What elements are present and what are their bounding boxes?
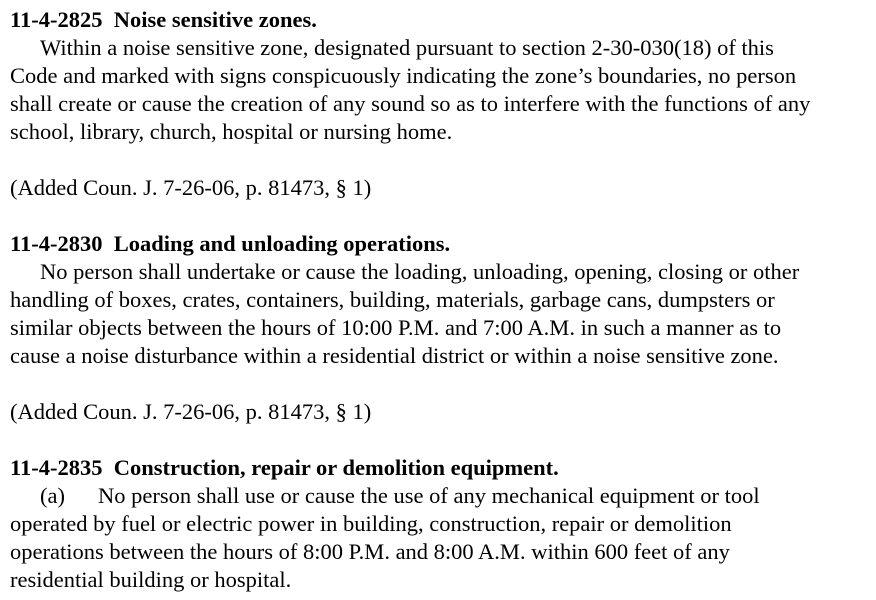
body-line: Code and marked with signs conspicuously indicating the zone’s boundaries, no person — [10, 63, 797, 88]
body-line: shall create or cause the creation of any sound so as to interfere with the functions of any — [10, 91, 811, 116]
body-line: operations between the hours of 8:00 P.M. and 8:00 A.M. within 600 feet of any — [10, 539, 730, 564]
subsection-label: (a) — [40, 483, 65, 508]
section-11-4-2825 — [10, 6, 876, 230]
spacer — [10, 202, 876, 230]
body-line: school, library, church, hospital or nursing home. — [10, 119, 453, 144]
body-line: handling of boxes, crates, containers, building, materials, garbage cans, dumpsters or — [10, 287, 775, 312]
subsection-line — [10, 482, 876, 510]
body-text: No person shall use or cause the use of any mechanical equipment or tool — [98, 483, 760, 508]
spacer — [10, 146, 876, 174]
body-line: cause a noise disturbance within a residential district or within a noise sensitive zone. — [10, 343, 779, 368]
body-line: similar objects between the hours of 10:00 P.M. and 7:00 A.M. in such a manner as to — [10, 315, 782, 340]
section-11-4-2835 — [10, 454, 876, 594]
spacer — [10, 426, 876, 454]
section-title: Construction, repair or demolition equipment. — [113, 455, 559, 480]
section-title: Noise sensitive zones. — [113, 7, 317, 32]
section-number: 11-4-2835 — [10, 455, 103, 480]
body-line: Within a noise sensitive zone, designated pursuant to section 2-30-030(18) of this — [40, 35, 774, 60]
section-heading — [10, 6, 876, 34]
history-note: (Added Coun. J. 7-26-06, p. 81473, § 1) — [10, 399, 372, 424]
spacer — [10, 370, 876, 398]
section-11-4-2830 — [10, 230, 876, 454]
section-number: 11-4-2825 — [10, 7, 103, 32]
body-line: No person shall undertake or cause the loading, unloading, opening, closing or other — [40, 259, 800, 284]
section-number: 11-4-2830 — [10, 231, 103, 256]
body-line: operated by fuel or electric power in building, construction, repair or demolition — [10, 511, 732, 536]
history-note: (Added Coun. J. 7-26-06, p. 81473, § 1) — [10, 175, 372, 200]
section-heading — [10, 230, 876, 258]
body-line: residential building or hospital. — [10, 567, 292, 592]
section-title: Loading and unloading operations. — [113, 231, 451, 256]
section-heading — [10, 454, 876, 482]
